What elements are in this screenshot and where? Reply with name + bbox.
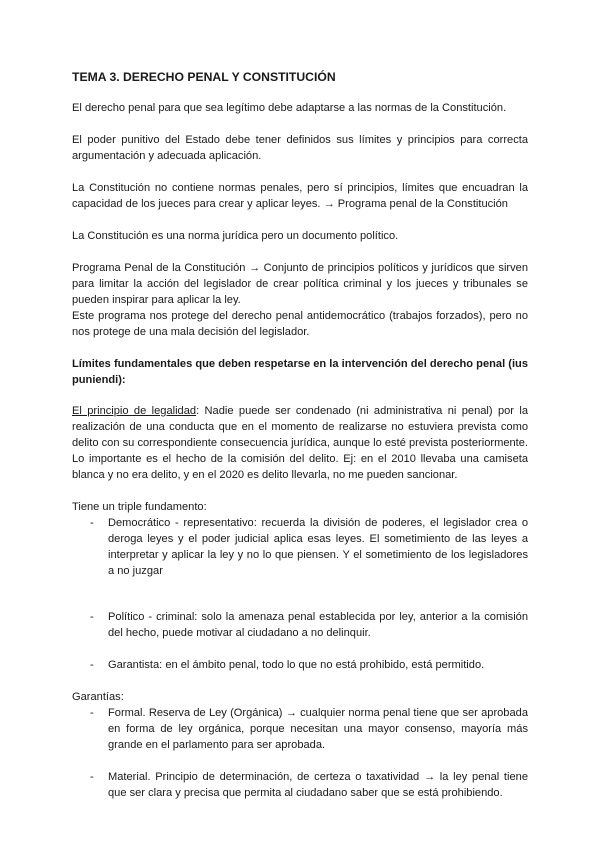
list-item bbox=[72, 657, 528, 673]
legality-text: : Nadie puede ser condenado (ni administrativa ni penal) por la realización de una conducta que en el momento de realizarse no estuviera prevista como delito con su correspondiente consecuencia jurídica, aunque lo esté prevista posteriormente. Lo importante es el hecho de la comisión del delito. Ej: en el 2010 llevaba una camiseta blanca y no era delito, y en el 2020 es delito llevarla, no me pueden sancionar. bbox=[72, 405, 528, 481]
paragraph-legality bbox=[72, 403, 528, 483]
legality-label: El principio de legalidad bbox=[72, 405, 197, 417]
foundations-list bbox=[72, 515, 528, 673]
paragraph-constitution-principles: La Constitución no contiene normas penales, pero sí principios, límites que encuadran la capacidad de los jueces para crear y aplicar leyes. → Programa penal de la Constitución bbox=[72, 182, 528, 210]
paragraph-legitimacy: El derecho penal para que sea legítimo debe adaptarse a las normas de la Constitución. bbox=[72, 102, 507, 114]
section-heading-limits: Límites fundamentales que deben respetarse en la intervención del derecho penal (ius puniendi): bbox=[72, 358, 528, 386]
foundation-guarantee: Garantista: en el ámbito penal, todo lo que no está prohibido, está permitido. bbox=[108, 659, 485, 671]
dash-bullet: - bbox=[90, 611, 94, 623]
guarantee-material: Material. Principio de determinación, de certeza o taxatividad → la ley penal tiene que ser clara y precisa que permita al ciudadano saber que se está prohibiendo. bbox=[108, 771, 528, 799]
list-item bbox=[72, 609, 528, 641]
list-item bbox=[72, 769, 528, 801]
dash-bullet: - bbox=[90, 771, 94, 783]
paragraph-punitive-power: El poder punitivo del Estado debe tener definidos sus límites y principios para correcta argumentación y adecuada aplicación. bbox=[72, 134, 528, 162]
dash-bullet: - bbox=[90, 707, 94, 719]
paragraph-program-protection: Este programa nos protege del derecho penal antidemocrático (trabajos forzados), pero no nos protege de una mala decisión del legislador. bbox=[72, 310, 528, 338]
dash-bullet: - bbox=[90, 517, 94, 529]
guarantee-formal: Formal. Reserva de Ley (Orgánica) → cualquier norma penal tiene que ser aprobada en forma de ley orgánica, porque necesitan una mayor consenso, mayoría más grande en el parlamento para ser aprobada. bbox=[108, 707, 528, 751]
dash-bullet: - bbox=[90, 659, 94, 671]
list-item bbox=[72, 515, 528, 579]
list-item bbox=[72, 705, 528, 753]
foundation-democratic: Democrático - representativo: recuerda la división de poderes, el legislador crea o deroga leyes y el poder judicial aplica esas leyes. El sometimiento de las leyes a interpretar y aplicar la ley y no lo que piensen. Y el sometimiento de los legisladores a no juzgar bbox=[108, 517, 528, 577]
foundation-political-criminal: Político - criminal: solo la amenaza penal establecida por ley, anterior a la comisión del hecho, puede motivar al ciudadano a no delinquir. bbox=[108, 611, 528, 639]
document-title: TEMA 3. DERECHO PENAL Y CONSTITUCIÓN bbox=[72, 70, 336, 84]
paragraph-constitution-norm: La Constitución es una norma jurídica pero un documento político. bbox=[72, 230, 399, 242]
guarantees-intro: Garantías: bbox=[72, 691, 124, 703]
guarantees-list bbox=[72, 705, 528, 801]
document-page bbox=[72, 68, 528, 817]
triple-foundation-intro: Tiene un triple fundamento: bbox=[72, 501, 207, 513]
paragraph-penal-program: Programa Penal de la Constitución → Conjunto de principios políticos y jurídicos que sirven para limitar la acción del legislador de crear política criminal y los jueces y tribunales se pueden inspirar para aplicar la ley. bbox=[72, 262, 528, 306]
